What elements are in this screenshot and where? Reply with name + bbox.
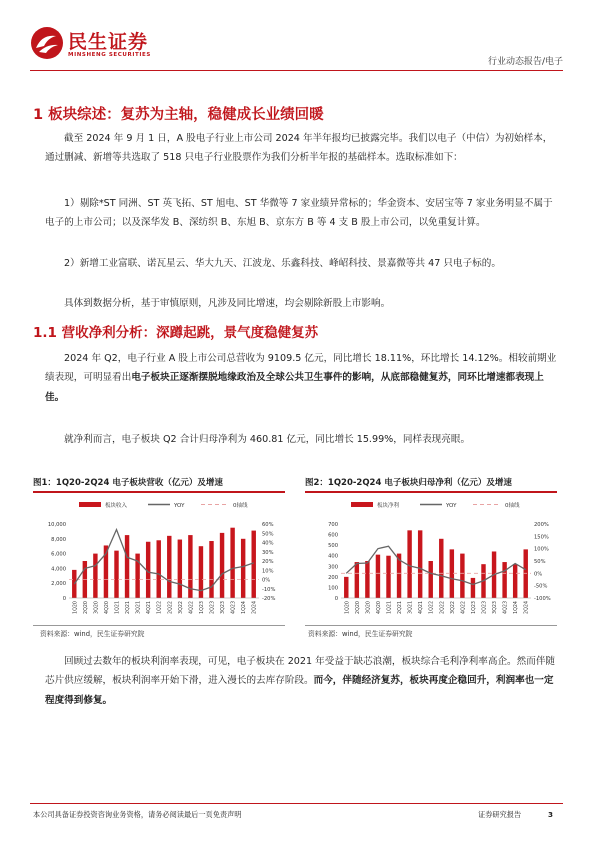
x-tick-label: 3Q23	[493, 601, 499, 614]
x-tick-label: 4Q23	[231, 601, 237, 614]
revenue-highlight-text: 电子板块正逐渐摆脱地缘政治及全球公共卫生事件的影响，从底部稳健复苏，同环比增速都表现上佳。	[45, 372, 544, 403]
bar	[209, 541, 213, 598]
figure-2-title: 图2：1Q20-2Q24 电子板块归母净利（亿元）及增速	[305, 478, 512, 488]
section-1-criteria-1: 1）剔除*ST 同洲、ST 英飞拓、ST 旭电、ST 华微等 7 家业绩异常标的；华金资本、安居宝等 7 家业务明显不属于电子的上市公司；以及深华发 B、深纺织 B、东旭 B、京东方 B 等 4 支 B 股上市公司，以免重复计算。	[45, 198, 553, 229]
y-left-tick-label: 100	[328, 585, 338, 592]
y-right-tick-label: 100%	[534, 546, 549, 553]
bar	[418, 530, 422, 598]
y-left-tick-label: 8,000	[51, 536, 66, 543]
y-left-tick-label: 0	[62, 596, 66, 602]
x-tick-label: 4Q21	[419, 601, 425, 614]
y-right-tick-label: 60%	[262, 522, 274, 528]
x-tick-label: 2Q24	[524, 601, 530, 614]
x-tick-label: 2Q21	[398, 601, 404, 614]
y-left-tick-label: 500	[328, 543, 338, 550]
y-right-tick-label: -10%	[262, 586, 276, 593]
bar	[439, 539, 443, 598]
bar	[220, 533, 224, 598]
bar	[241, 539, 245, 598]
y-right-tick-label: -100%	[534, 596, 551, 602]
x-tick-label: 1Q22	[157, 601, 163, 614]
x-tick-label: 2Q22	[440, 601, 446, 614]
x-tick-label: 1Q23	[199, 601, 205, 614]
figure-1-source: 资料来源：wind，民生证券研究院	[40, 630, 145, 638]
y-left-tick-label: 6,000	[51, 551, 66, 558]
x-tick-label: 1Q21	[115, 601, 121, 614]
y-right-tick-label: 30%	[262, 549, 274, 556]
bar	[376, 555, 380, 598]
bar	[429, 561, 433, 598]
x-tick-label: 1Q22	[429, 601, 435, 614]
x-tick-label: 1Q20	[345, 601, 351, 614]
brand-name-en: MINSHENG SECURITIES	[68, 52, 151, 58]
figure-2-rule	[305, 491, 557, 493]
minsheng-logo-icon	[30, 26, 64, 60]
x-tick-label: 3Q20	[94, 601, 100, 614]
yoy-line	[74, 530, 253, 591]
x-tick-label: 2Q23	[210, 601, 216, 614]
legend-label: 0轴线	[505, 503, 520, 509]
x-tick-label: 2Q20	[83, 601, 89, 614]
figure-1-title: 图1：1Q20-2Q24 电子板块营收（亿元）及增速	[33, 478, 223, 488]
chart-legend	[351, 501, 520, 509]
x-tick-label: 2Q23	[482, 601, 488, 614]
section-1-1-paragraph-1	[45, 349, 560, 407]
legend-label: 0轴线	[233, 503, 248, 509]
chart-legend	[79, 501, 248, 509]
bar	[471, 578, 475, 598]
bar	[167, 536, 171, 598]
x-tick-label: 4Q22	[189, 601, 195, 614]
figure-2-source-rule	[305, 625, 557, 626]
x-tick-label: 1Q21	[387, 601, 393, 614]
bar	[355, 562, 359, 598]
footer-doc-type: 证券研究报告	[478, 810, 522, 819]
x-tick-label: 1Q24	[242, 601, 248, 614]
legend-swatch-bar	[351, 502, 373, 507]
bar	[502, 562, 506, 598]
x-tick-label: 4Q21	[147, 601, 153, 614]
bar	[460, 554, 464, 598]
x-tick-label: 4Q22	[461, 601, 467, 614]
page-number: 3	[548, 810, 554, 819]
y-right-tick-label: 10%	[262, 568, 274, 575]
y-right-tick-label: 150%	[534, 534, 549, 541]
x-tick-label: 4Q20	[376, 601, 382, 614]
page-header	[0, 0, 595, 80]
x-tick-label: 1Q20	[73, 601, 79, 614]
footer-divider	[30, 803, 563, 804]
figure-1-rule	[33, 491, 285, 493]
margin-review-text: 回顾过去数年的板块利润率表现，可见，电子板块在 2021 年受益于缺芯浪潮，板块综合毛利净利率高企。然而伴随芯片供应缓解，板块利润率开始下滑，进入漫长的去库存阶段。	[45, 656, 556, 687]
bar	[230, 528, 234, 598]
x-tick-label: 2Q21	[126, 601, 132, 614]
section-1-paragraph-1: 截至 2024 年 9 月 1 日，A 股电子行业上市公司 2024 年半年报均已披露完毕。我们以电子（中信）为初始样本，通过删减、新增等共选取了 518 只电子行业股票作为我们分析半年报的基础样本。选取标准如下：	[45, 133, 553, 164]
section-1-title: 1 板块综述：复苏为主轴，稳健成长业绩回暖	[33, 107, 324, 123]
figure-1	[33, 476, 285, 624]
legend-label: 板块净利	[377, 503, 400, 509]
y-right-tick-label: 200%	[534, 522, 549, 528]
y-left-tick-label: 400	[328, 553, 338, 560]
section-1-paragraph-4: 具体到数据分析，基于审慎原则，凡涉及同比增速，均会剔除新股上市影响。	[64, 298, 391, 309]
margin-highlight-text: 而今，伴随经济复苏，板块再度企稳回升，利润率也一定程度得到修复。	[45, 675, 554, 706]
y-left-tick-label: 200	[328, 574, 338, 581]
bar	[344, 577, 348, 598]
bar	[252, 531, 256, 598]
section-1-1-paragraph-3	[45, 652, 560, 710]
y-right-tick-label: 0%	[534, 571, 543, 578]
x-tick-label: 4Q23	[503, 601, 509, 614]
x-tick-label: 2Q22	[168, 601, 174, 614]
bar	[114, 551, 118, 598]
y-left-tick-label: 0	[334, 596, 338, 602]
y-right-tick-label: -20%	[262, 596, 276, 602]
x-tick-label: 3Q20	[366, 601, 372, 614]
x-tick-label: 2Q20	[355, 601, 361, 614]
bar	[178, 540, 182, 598]
y-left-tick-label: 4,000	[51, 566, 66, 573]
yoy-line	[346, 546, 525, 584]
y-left-tick-label: 600	[328, 532, 338, 539]
header-divider	[30, 70, 563, 71]
x-tick-label: 3Q22	[450, 601, 456, 614]
bar	[407, 530, 411, 598]
x-tick-label: 1Q23	[471, 601, 477, 614]
bar	[93, 554, 97, 598]
brand-name-cn: 民生证券	[68, 31, 149, 53]
figure-2-source: 资料来源：wind，民生证券研究院	[308, 630, 413, 638]
x-tick-label: 1Q24	[514, 601, 520, 614]
figure-2	[305, 476, 557, 624]
legend-label: YOY	[446, 503, 457, 509]
y-left-tick-label: 300	[328, 564, 338, 571]
x-tick-label: 3Q21	[136, 601, 142, 614]
x-tick-label: 3Q21	[408, 601, 414, 614]
legend-swatch-bar	[79, 502, 101, 507]
x-tick-label: 3Q22	[178, 601, 184, 614]
y-left-tick-label: 700	[328, 522, 338, 528]
x-tick-label: 2Q24	[252, 601, 258, 614]
figure-1-chart	[33, 494, 285, 624]
y-right-tick-label: 0%	[262, 577, 271, 584]
figure-2-chart	[305, 494, 557, 624]
bar	[125, 535, 129, 598]
y-left-tick-label: 2,000	[51, 581, 66, 588]
revenue-summary-text: 2024 年 Q2，电子行业 A 股上市公司总营收为 9109.5 亿元，同比增长 18.11%，环比增长 14.12%。相较前期业绩表现，可明显看出	[45, 353, 557, 384]
y-right-tick-label: 20%	[262, 559, 274, 565]
bar	[157, 540, 161, 598]
y-left-tick-label: 10,000	[47, 522, 66, 528]
legend-label: 板块收入	[105, 503, 128, 509]
bar	[386, 556, 390, 598]
y-right-tick-label: 40%	[262, 540, 274, 547]
y-right-tick-label: 50%	[534, 559, 546, 565]
x-tick-label: 3Q23	[221, 601, 227, 614]
legend-label: YOY	[174, 503, 185, 509]
footer-disclaimer: 本公司具备证券投资咨询业务资格，请务必阅读最后一页免责声明	[33, 810, 242, 819]
y-right-tick-label: 50%	[262, 531, 274, 538]
bar	[365, 561, 369, 598]
section-1-1-title: 1.1 营收净利分析：深蹲起跳，景气度稳健复苏	[33, 325, 319, 341]
bar	[513, 564, 517, 598]
section-1-1-paragraph-2: 就净利而言，电子板块 Q2 合计归母净利为 460.81 亿元，同比增长 15.99%，同样表现亮眼。	[64, 434, 471, 445]
x-tick-label: 4Q20	[104, 601, 110, 614]
y-right-tick-label: -50%	[534, 583, 548, 590]
report-type: 行业动态报告/电子	[487, 57, 563, 67]
section-1-criteria-2: 2）新增工业富联、诺瓦星云、华大九天、江波龙、乐鑫科技、峰岹科技、景嘉微等共 47 只电子标的。	[64, 258, 501, 269]
figure-1-source-rule	[33, 625, 285, 626]
